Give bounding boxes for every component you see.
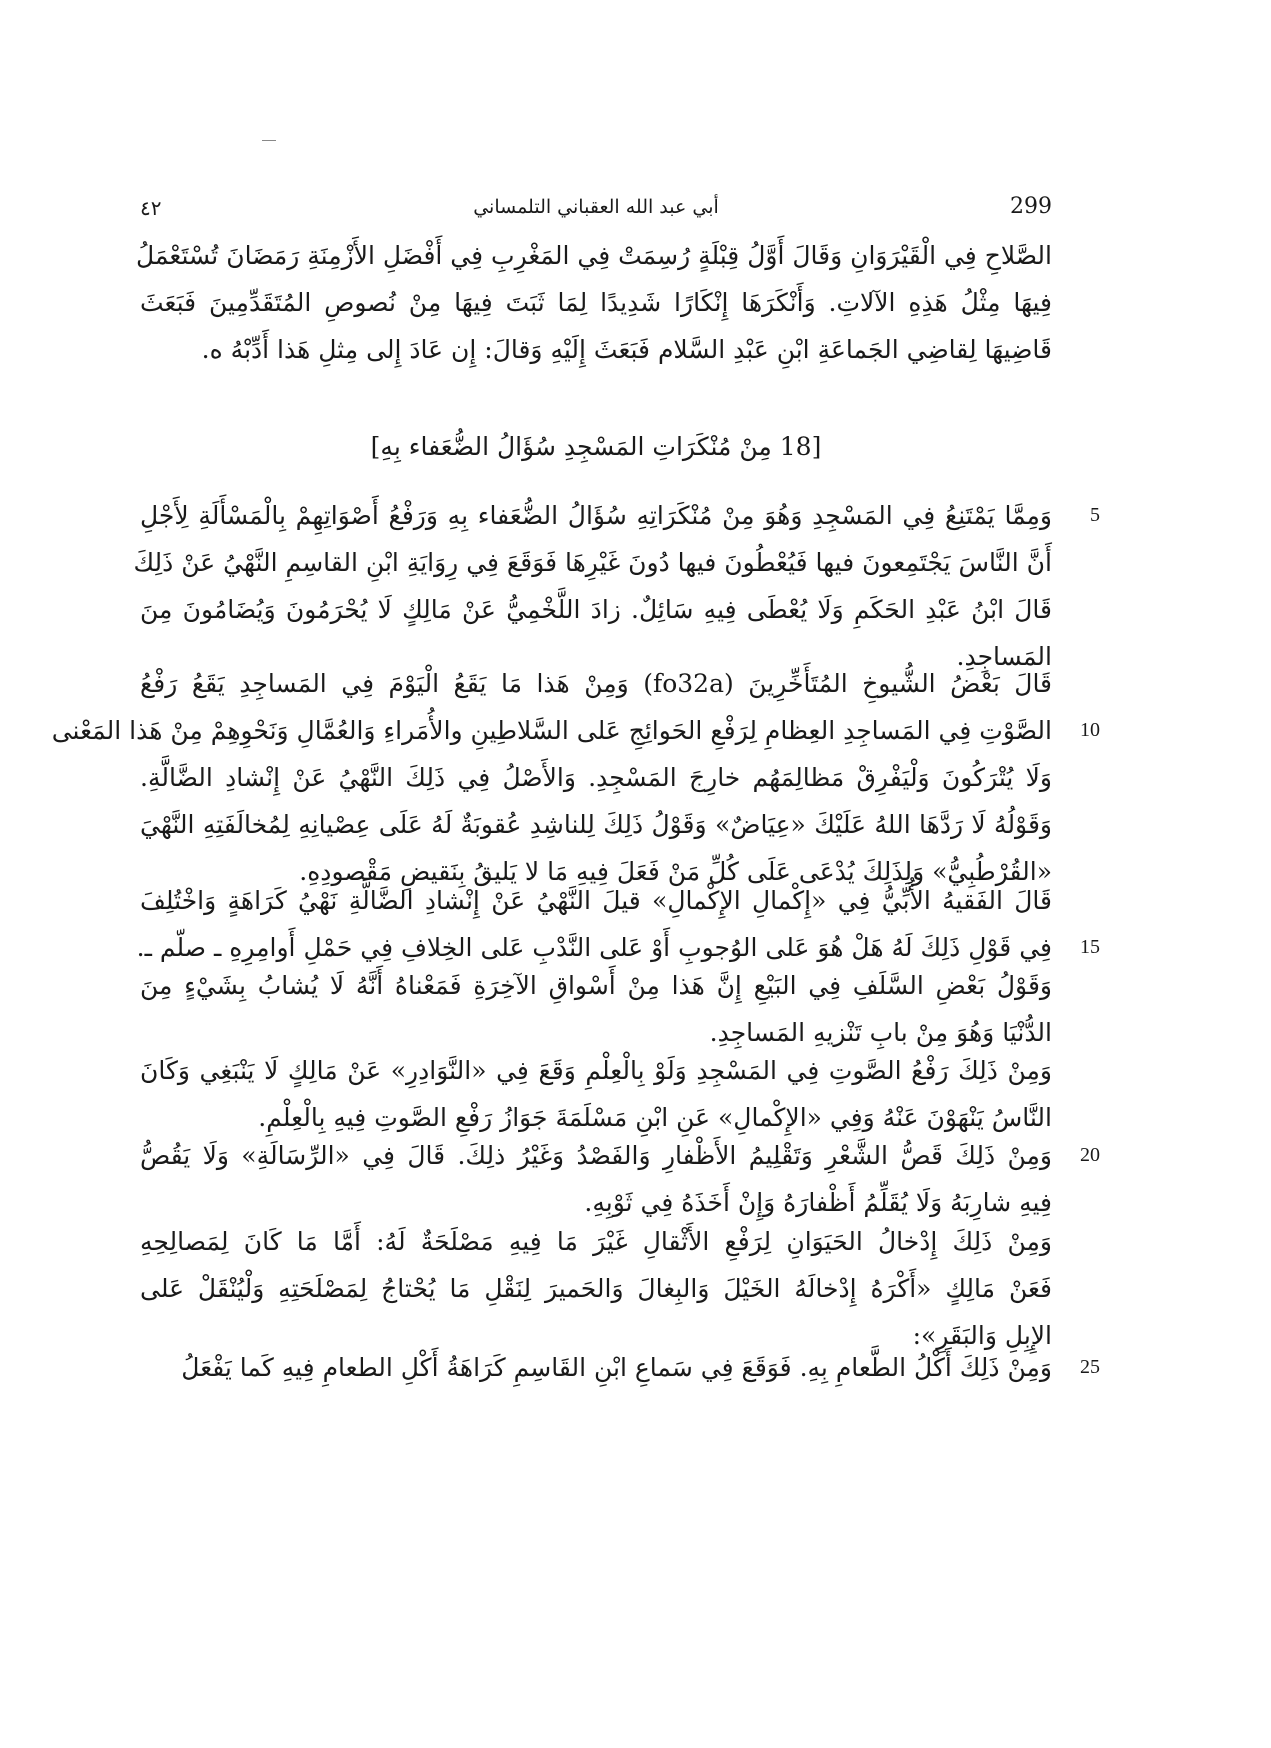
text-line: قَالَ ابْنُ عَبْدِ الحَكَمِ وَلَا يُعْطَى فِيهِ سَائِلٌ. زادَ اللَّخْمِيُّ عَنْ مَالِكٍ لَا يُحْرَمُونَ وَيُضَامُونَ مِنَ bbox=[140, 595, 1052, 624]
text-line: قَالَ الفَقيهُ الأُبِّيُّ فِي «إِكْمالِ الإِكْمالِ» قيلَ النَّهْيُ عَنْ إِنْشادِ الضَّالَّةِ نَهْيُ كَرَاهَةٍ وَاخْتُلِفَ bbox=[140, 886, 1052, 915]
text-line: وَمِمَّا يَمْتَنِعُ فِي المَسْجِدِ وَهُوَ مِنْ مُنْكَرَاتِهِ سُؤَالُ الضُّعَفاء بِهِ وَرَفْعُ أَصْوَاتِهِمْ بِالْمَسْأَلَةِ لِأَجْلِ bbox=[140, 501, 1052, 530]
text-line: وَمِنْ ذَلِكَ إِدْخالُ الحَيَوَانِ لِرَفْعِ الأَثْقالِ غَيْرَ مَا فِيهِ مَصْلَحَةٌ لَهُ: أَمَّا مَا كَانَ لِمَصالِحِهِ bbox=[140, 1227, 1052, 1256]
text-line: فِيهَا مِثْلُ هَذِهِ الآلاتِ. وَأَنْكَرَهَا إِنْكَارًا شَدِيدًا لِمَا ثَبَتَ فِيهَا مِنْ نُصوصِ المُتَقَدِّمِينَ فَبَعَثَ bbox=[140, 288, 1052, 317]
paragraph bbox=[140, 962, 1052, 1056]
text-line: فِيهِ شارِبَهُ وَلَا يُقَلِّمُ أَظْفارَهُ وَإِنْ أَخَذَهُ فِي ثَوْبِهِ. bbox=[584, 1188, 1052, 1217]
text-line: فَعَنْ مَالِكٍ «أَكْرَهُ إِدْخالَهُ الخَيْلَ وَالبِغالَ وَالحَميرَ لِنَقْلِ مَا يُحْتاجُ لِمَصْلَحَتِهِ وَلْيُنْقَلْ عَلى bbox=[140, 1274, 1052, 1303]
line-number: 25 bbox=[1080, 1356, 1100, 1378]
text-line: الإِبِلِ وَالبَقَرِ»: bbox=[912, 1321, 1052, 1350]
paragraph bbox=[136, 877, 1100, 971]
text-line: الدُّنْيَا وَهُوَ مِنْ بابِ تَنْزيهِ المَساجِدِ. bbox=[709, 1018, 1052, 1047]
line-number: 15 bbox=[1080, 936, 1100, 958]
paragraph bbox=[133, 492, 1100, 680]
paragraph bbox=[140, 1047, 1052, 1141]
paragraph bbox=[51, 660, 1100, 895]
paragraph bbox=[140, 1344, 1100, 1391]
section-title: [18 مِنْ مُنْكَرَاتِ المَسْجِدِ سُؤَالُ الضُّعَفاء بِهِ] bbox=[370, 432, 822, 461]
paragraph-continued bbox=[136, 232, 1052, 373]
text-line: فِي قَوْلِ ذَلِكَ لَهُ هَلْ هُوَ عَلى الوُجوبِ أَوْ عَلى النَّدْبِ عَلى الخِلافِ فِي حَمْلِ أَوامِرِهِ ـ صلّم ـ. bbox=[136, 933, 1052, 962]
text-line: وَلَا يُتْرَكُونَ وَلْيَفْرِقْ مَظالِمَهُم خارِجَ المَسْجِدِ. وَالأَصْلُ فِي ذَلِكَ النَّهْيُ عَنْ إِنْشادِ الضَّالَّةِ. bbox=[140, 763, 1052, 792]
text-line: المَساجِدِ. bbox=[956, 642, 1052, 671]
text-line: الصَّوْتِ فِي المَساجِدِ العِظامِ لِرَفْعِ الحَوائِجِ عَلى السَّلاطِينِ والأُمَراءِ وَالعُمَّالِ وَنَحْوِهِمْ مِنْ هَذا المَعْنى bbox=[51, 716, 1052, 745]
scan-mark bbox=[262, 140, 276, 141]
text-line: النَّاسُ يَنْهَوْنَ عَنْهُ وَفِي «الإِكْمالِ» عَنِ ابْنِ مَسْلَمَةَ جَوَازُ رَفْعِ الصَّوتِ فِيهِ بِالْعِلْمِ. bbox=[258, 1103, 1052, 1132]
text-line: أَنَّ النَّاسَ يَجْتَمِعونَ فيها فَيُعْطُونَ فيها دُونَ غَيْرِهَا فَوَقَعَ فِي رِوَايَةِ ابْنِ القاسِمِ النَّهْيُ عَنْ ذَلِكَ bbox=[133, 548, 1052, 577]
text-line: «القُرْطُبِيُّ» وَلِذَلِكَ يُدْعَى عَلَى كُلِّ مَنْ فَعَلَ فِيهِ مَا لا يَليقُ بِنَقيضِ مَقْصودِهِ. bbox=[299, 857, 1052, 886]
page-number-arabic: ٤٢ bbox=[140, 196, 162, 220]
line-number: 5 bbox=[1090, 504, 1100, 526]
running-title: أبي عبد الله العقباني التلمساني bbox=[473, 196, 719, 218]
paragraph bbox=[140, 1132, 1100, 1226]
text-line: قَاضِيهَا لِقاضِي الجَماعَةِ ابْنِ عَبْدِ السَّلام فَبَعَثَ إِلَيْهِ وَقالَ: إِن عَادَ إِلى مِثلِ هَذا أَدِّبْهُ ه. bbox=[201, 335, 1052, 364]
page-number-latin: 299 bbox=[1010, 194, 1052, 219]
text-line: وَمِنْ ذَلِكَ قَصُّ الشَّعْرِ وَتَقْلِيمُ الأَظْفارِ وَالفَصْدُ وَغَيْرُ ذلِكَ. قَالَ فِي «الرِّسَالَةِ» وَلَا يَقُصُّ bbox=[140, 1141, 1052, 1170]
page-header bbox=[140, 190, 1052, 230]
text-line: الصَّلاحِ فِي الْقَيْرَوَانِ وَقَالَ أَوَّلُ قِبْلَةٍ رُسِمَتْ فِي المَغْرِبِ فِي أَفْضَلِ الأَزْمِنَةِ رَمَضَانَ تُسْتَعْمَلُ bbox=[136, 241, 1052, 270]
text-line: قَالَ بَعْضُ الشُّيوخِ المُتَأَخِّرِينَ (fo32a) وَمِنْ هَذا مَا يَقَعُ الْيَوْمَ فِي المَساجِدِ يَقَعُ رَفْعُ bbox=[140, 669, 1053, 698]
text-line: وَمِنْ ذَلِكَ رَفْعُ الصَّوتِ فِي المَسْجِدِ وَلَوْ بِالْعِلْمِ وَقَعَ فِي «النَّوَادِرِ» عَنْ مَالِكٍ لَا يَنْبَغِي وَكَانَ bbox=[140, 1056, 1052, 1085]
text-line: وَقَوْلُهُ لَا رَدَّهَا اللهُ عَلَيْكَ «عِيَاضٌ» وَقَوْلُ ذَلِكَ لِلناشِدِ عُقوبَةٌ لَهُ عَلَى عِصْيانِهِ لِمُخالَفَتِهِ النَّهْيَ bbox=[140, 810, 1052, 839]
text-line: وَمِنْ ذَلِكَ أَكْلُ الطَّعامِ بِهِ. فَوَقَعَ فِي سَماعِ ابْنِ القَاسِمِ كَرَاهَةُ أَكْلِ الطعامِ فِيهِ كَما يَفْعَلُ bbox=[181, 1353, 1052, 1382]
text-line: وَقَوْلُ بَعْضِ السَّلَفِ فِي البَيْعِ إِنَّ هَذا مِنْ أَسْواقِ الآخِرَةِ فَمَعْناهُ أَنَّهُ لَا يُشابُ بِشَيْءٍ مِنَ bbox=[140, 971, 1052, 1000]
line-number: 20 bbox=[1080, 1144, 1100, 1166]
line-number: 10 bbox=[1080, 719, 1100, 741]
paragraph bbox=[140, 1218, 1052, 1359]
